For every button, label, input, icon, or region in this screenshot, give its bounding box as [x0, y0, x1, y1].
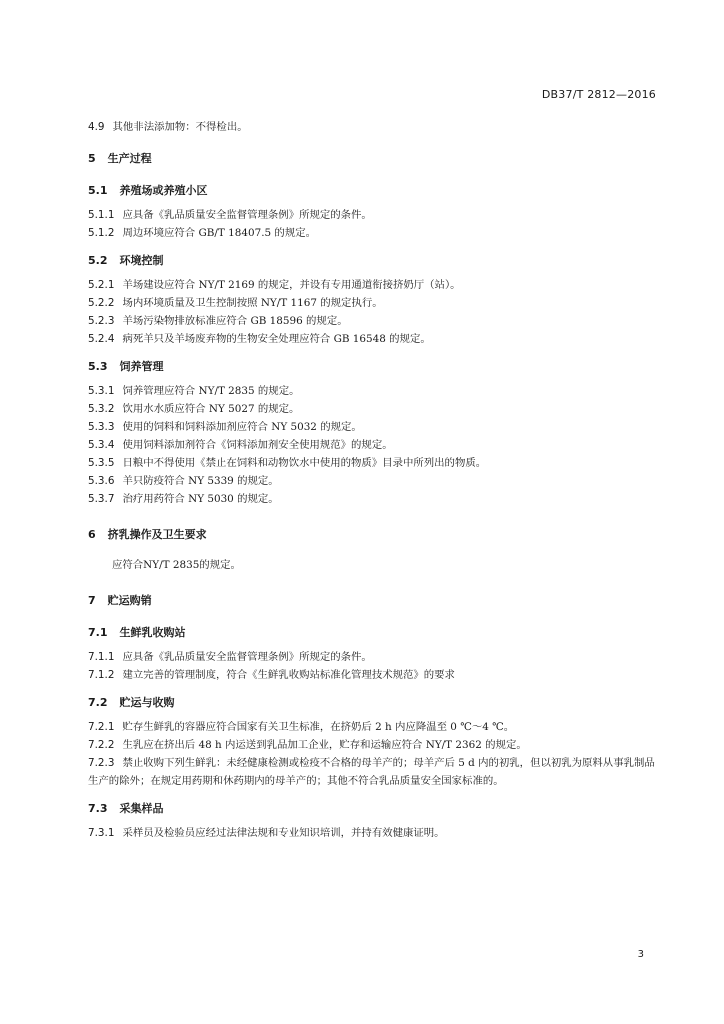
clause-number: 7.3.1	[88, 827, 115, 839]
clause-number: 4.9	[88, 121, 105, 133]
section-number: 6	[88, 528, 96, 541]
section-number: 7.1	[88, 626, 108, 639]
section-5-1-heading	[88, 182, 656, 198]
section-5-2-heading	[88, 252, 656, 268]
clause-7-3-1	[88, 824, 656, 842]
clause-text: 羊只防疫符合 NY 5339 的规定。	[122, 475, 279, 487]
clause-text: 羊场建设应符合 NY/T 2169 的规定，并设有专用通道衔接挤奶厅（站）。	[122, 279, 461, 291]
clause-number: 5.1.1	[88, 209, 115, 221]
clause-5-1-1	[88, 206, 656, 224]
section-number: 5	[88, 152, 96, 165]
clause-text: 应具备《乳品质量安全监督管理条例》所规定的条件。	[122, 651, 372, 663]
clause-text: 治疗用药符合 NY 5030 的规定。	[122, 493, 279, 505]
clause-number: 5.3.1	[88, 385, 115, 397]
clause-number: 7.2.3	[88, 757, 115, 769]
clause-number: 7.2.2	[88, 739, 115, 751]
clause-7-2-3	[88, 754, 656, 790]
clause-number: 7.2.1	[88, 721, 115, 733]
clause-text: 周边环境应符合 GB/T 18407.5 的规定。	[122, 227, 316, 239]
clause-number: 5.2.2	[88, 297, 115, 309]
clause-text: 禁止收购下列生鲜乳：未经健康检测或检疫不合格的母羊产的；母羊产后 5 d 内的初乳，但以初乳为原料从事乳制品生产的除外；在规定用药期和休药期内的母羊产的；其他不符合乳品质量安全国家标准的。	[88, 757, 655, 787]
clause-text: 病死羊只及羊场废弃物的生物安全处理应符合 GB 16548 的规定。	[122, 333, 431, 345]
clause-5-3-6	[88, 472, 656, 490]
clause-5-1-2	[88, 224, 656, 242]
section-number: 5.2	[88, 254, 108, 267]
section-7-1-heading	[88, 624, 656, 640]
section-5-heading	[88, 150, 656, 166]
clause-7-2-1	[88, 718, 656, 736]
clause-text: 使用饲料添加剂符合《饲料添加剂安全使用规范》的规定。	[122, 439, 393, 451]
standard-code: DB37/T 2812—2016	[541, 88, 656, 101]
clause-number: 5.2.4	[88, 333, 115, 345]
section-title: 生产过程	[107, 152, 152, 165]
section-title: 采集样品	[119, 802, 164, 815]
section-title: 贮运与收购	[119, 696, 175, 709]
clause-text: 饲养管理应符合 NY/T 2835 的规定。	[122, 385, 300, 397]
clause-text: 应具备《乳品质量安全监督管理条例》所规定的条件。	[122, 209, 372, 221]
clause-text: 使用的饲料和饲料添加剂应符合 NY 5032 的规定。	[122, 421, 362, 433]
clause-text: 采样员及检验员应经过法律法规和专业知识培训，并持有效健康证明。	[122, 827, 445, 839]
section-title: 贮运购销	[107, 594, 152, 607]
clause-5-3-5	[88, 454, 656, 472]
section-number: 5.1	[88, 184, 108, 197]
clause-5-3-4	[88, 436, 656, 454]
clause-number: 5.2.3	[88, 315, 115, 327]
clause-text: 建立完善的管理制度，符合《生鲜乳收购站标准化管理技术规范》的要求	[122, 669, 455, 681]
clause-5-2-3	[88, 312, 656, 330]
section-number: 7.2	[88, 696, 108, 709]
section-6-paragraph: 应符合NY/T 2835的规定。	[112, 559, 241, 571]
clause-5-3-2	[88, 400, 656, 418]
clause-number: 5.3.5	[88, 457, 115, 469]
clause-7-1-1	[88, 648, 656, 666]
clause-number: 7.1.1	[88, 651, 115, 663]
clause-number: 5.1.2	[88, 227, 115, 239]
section-title: 养殖场或养殖小区	[119, 184, 208, 197]
clause-5-2-2	[88, 294, 656, 312]
section-7-3-heading	[88, 800, 656, 816]
section-5-3-heading	[88, 358, 656, 374]
clause-number: 5.3.4	[88, 439, 115, 451]
clause-text: 日粮中不得使用《禁止在饲料和动物饮水中使用的物质》目录中所列出的物质。	[122, 457, 487, 469]
clause-number: 5.3.6	[88, 475, 115, 487]
section-title: 挤乳操作及卫生要求	[107, 528, 207, 541]
clause-5-3-7	[88, 490, 656, 508]
section-title: 饲养管理	[119, 360, 164, 373]
clause-5-2-4	[88, 330, 656, 348]
clause-number: 5.3.2	[88, 403, 115, 415]
section-number: 7	[88, 594, 96, 607]
page-number: 3	[637, 949, 644, 960]
clause-text: 场内环境质量及卫生控制按照 NY/T 1167 的规定执行。	[122, 297, 383, 309]
clause-5-2-1	[88, 276, 656, 294]
clause-number: 5.3.3	[88, 421, 115, 433]
document-body	[88, 118, 656, 842]
section-7-heading	[88, 592, 656, 608]
section-title: 环境控制	[119, 254, 164, 267]
clause-7-2-2	[88, 736, 656, 754]
section-number: 7.3	[88, 802, 108, 815]
clause-number: 5.3.7	[88, 493, 115, 505]
clause-number: 5.2.1	[88, 279, 115, 291]
clause-5-3-1	[88, 382, 656, 400]
clause-5-3-3	[88, 418, 656, 436]
section-6-heading	[88, 526, 656, 542]
clause-text: 贮存生鲜乳的容器应符合国家有关卫生标准，在挤奶后 2 h 内应降温至 0 ℃～4 ℃。	[122, 721, 515, 733]
section-number: 5.3	[88, 360, 108, 373]
clause-number: 7.1.2	[88, 669, 115, 681]
clause-4-9	[88, 118, 656, 136]
clause-text: 生乳应在挤出后 48 h 内运送到乳品加工企业，贮存和运输应符合 NY/T 2362 的规定。	[122, 739, 527, 751]
clause-7-1-2	[88, 666, 656, 684]
clause-text: 羊场污染物排放标准应符合 GB 18596 的规定。	[122, 315, 348, 327]
clause-text: 其他非法添加物：不得检出。	[112, 121, 248, 133]
section-title: 生鲜乳收购站	[119, 626, 186, 639]
clause-text: 饮用水水质应符合 NY 5027 的规定。	[122, 403, 300, 415]
section-7-2-heading	[88, 694, 656, 710]
